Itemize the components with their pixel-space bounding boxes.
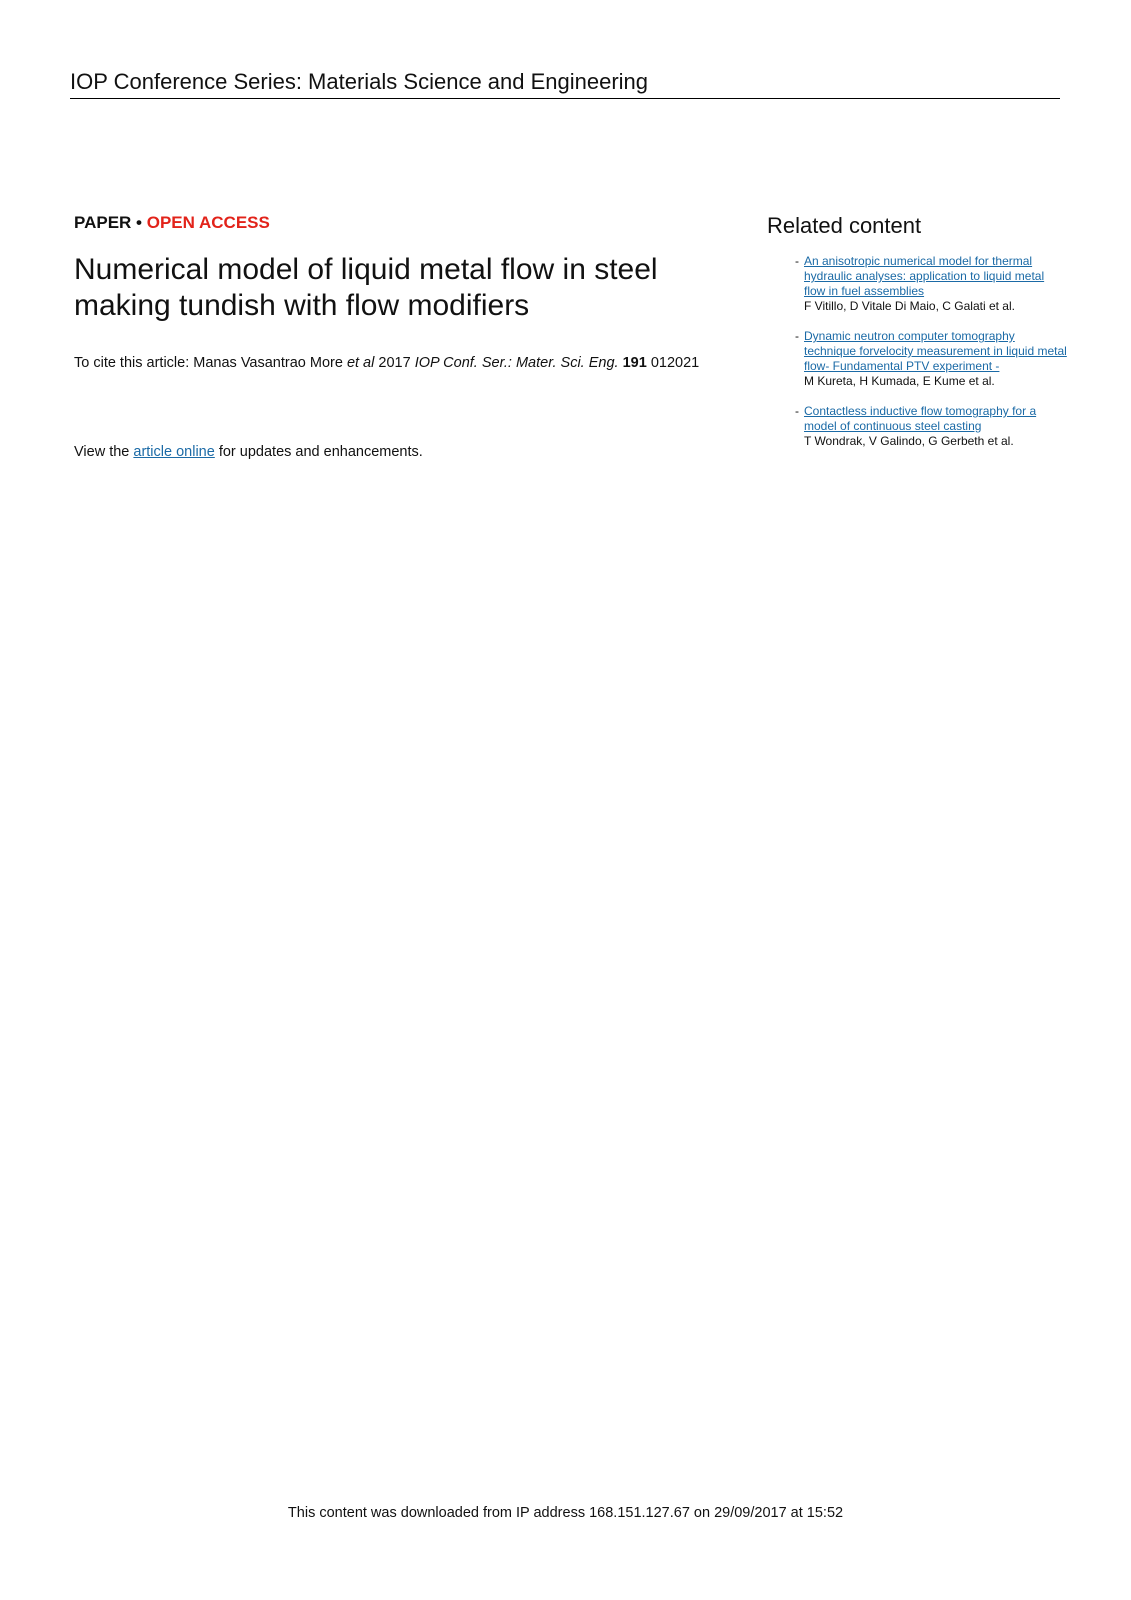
download-footer: This content was downloaded from IP address 168.151.127.67 on 29/09/2017 at 15:52 xyxy=(287,1505,844,1521)
citation-year: 2017 xyxy=(374,355,415,371)
view-online-line xyxy=(74,442,423,462)
related-item-authors: T Wondrak, V Galindo, G Gerbeth et al. xyxy=(804,434,1014,448)
article-online-link[interactable]: article online xyxy=(133,444,215,460)
list-dash: - xyxy=(795,254,799,268)
view-online-suffix: for updates and enhancements. xyxy=(214,444,423,460)
related-content-heading: Related content xyxy=(767,213,922,238)
related-item-link[interactable]: Contactless inductive flow tomography for a model of continuous steel casting xyxy=(804,404,1037,433)
paper-label: PAPER xyxy=(74,213,132,232)
related-item-authors: M Kureta, H Kumada, E Kume et al. xyxy=(804,374,995,388)
citation-journal: IOP Conf. Ser.: Mater. Sci. Eng. xyxy=(414,355,619,371)
journal-header: IOP Conference Series: Materials Science and Engineering xyxy=(70,68,1060,99)
article-label xyxy=(74,212,754,234)
related-item xyxy=(767,404,1067,449)
related-item-link[interactable]: An anisotropic numerical model for thermal hydraulic analyses: application to liquid metal flow in fuel assemblies xyxy=(804,254,1045,298)
related-content xyxy=(767,212,1067,464)
citation-etal: et al xyxy=(346,355,375,371)
citation xyxy=(74,353,754,373)
related-item xyxy=(767,254,1067,314)
related-item-link[interactable]: Dynamic neutron computer tomography technique forvelocity measurement in liquid metal flow- Fundamental PTV experiment - xyxy=(804,329,1067,373)
citation-volume: 191 xyxy=(622,355,647,371)
open-access-label: OPEN ACCESS xyxy=(146,213,270,232)
citation-prefix: To cite this article: Manas Vasantrao More xyxy=(74,355,347,371)
citation-number: 012021 xyxy=(646,355,700,371)
related-item-authors: F Vitillo, D Vitale Di Maio, C Galati et al. xyxy=(804,299,1015,313)
list-dash: - xyxy=(795,404,799,418)
article-info xyxy=(74,212,754,373)
view-online-prefix: View the xyxy=(74,444,134,460)
list-dash: - xyxy=(795,329,799,343)
label-separator: • xyxy=(131,213,147,232)
related-item xyxy=(767,329,1067,389)
article-title: Numerical model of liquid metal flow in steel making tundish with flow modifiers xyxy=(74,253,658,322)
